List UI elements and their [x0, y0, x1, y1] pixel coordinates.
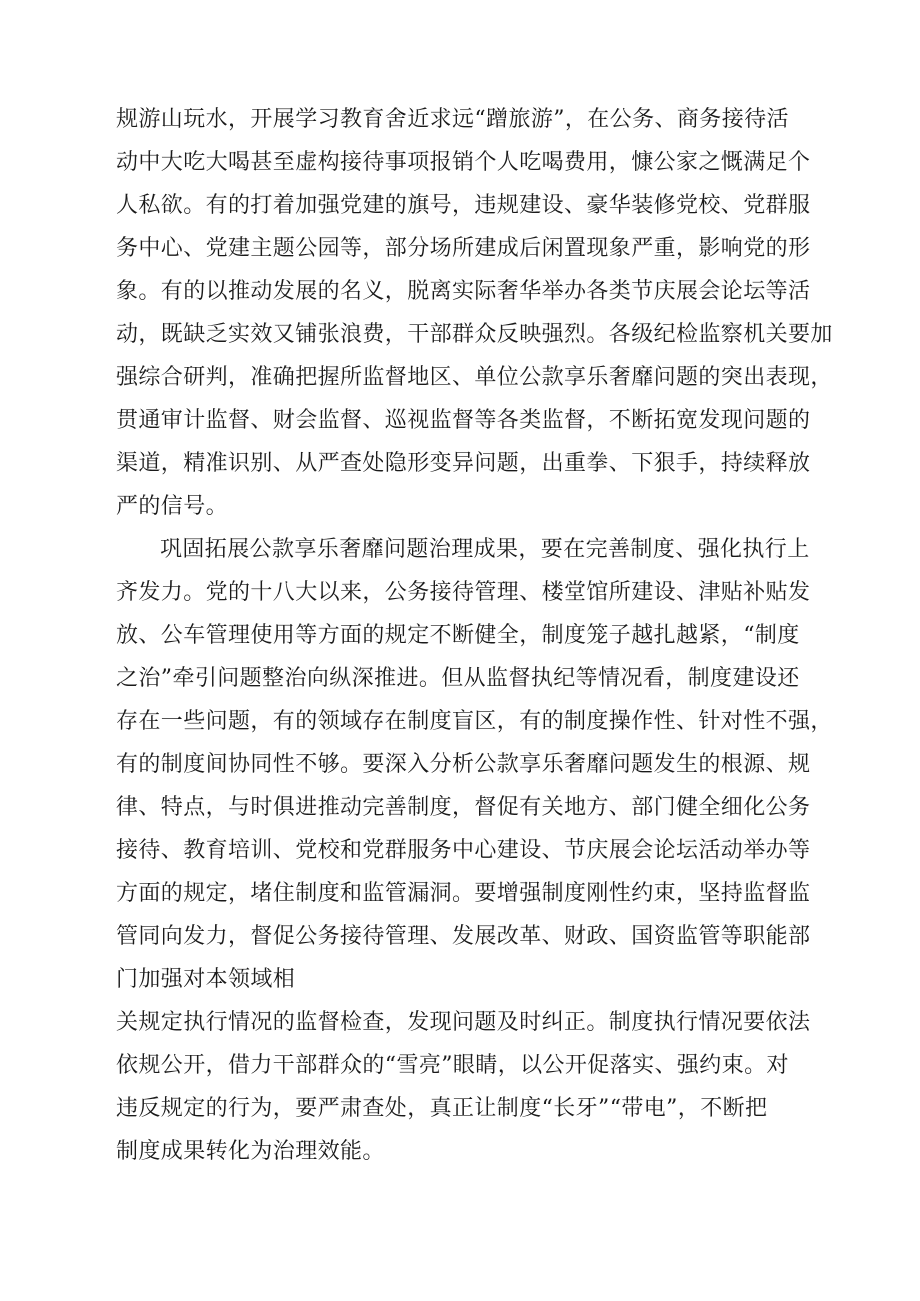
text-line: 门加强对本领域相 [116, 967, 296, 992]
text-line: 动中大吃大喝甚至虚构接待事项报销个人吃喝费用，慷公家之慨满足个 [116, 150, 811, 175]
text-line: 齐发力。党的十八大以来，公务接待管理、楼堂馆所建设、津贴补贴发 [116, 580, 811, 605]
text-line: 有的制度间协同性不够。要深入分析公款享乐奢靡问题发生的根源、规 [116, 752, 811, 777]
text-line: 存在一些问题，有的领域存在制度盲区，有的制度操作性、针对性不强， [116, 709, 833, 734]
text-line: 渠道，精准识别、从严查处隐形变异问题，出重拳、下狠手，持续释放 [116, 451, 811, 476]
text-line: 之治”牵引问题整治向纵深推进。但从监督执纪等情况看，制度建设还 [116, 666, 800, 691]
text-line: 接待、教育培训、党校和党群服务中心建设、节庆展会论坛活动举办等 [116, 838, 811, 863]
text-line: 制度成果转化为治理效能。 [116, 1139, 385, 1164]
text-line: 规游山玩水，开展学习教育舍近求远“蹭旅游”，在公务、商务接待活 [116, 107, 789, 132]
text-line: 依规公开，借力干部群众的“雪亮”眼睛，以公开促落实、强约束。对 [116, 1053, 789, 1078]
text-line: 放、公车管理使用等方面的规定不断健全，制度笼子越扎越紧，“制度 [116, 623, 800, 648]
text-line: 象。有的以推动发展的名义，脱离实际奢华举办各类节庆展会论坛等活 [116, 279, 811, 304]
text-line: 动，既缺乏实效又铺张浪费，干部群众反映强烈。各级纪检监察机关要加 [116, 322, 833, 347]
text-line: 律、特点，与时俱进推动完善制度，督促有关地方、部门健全细化公务 [116, 795, 811, 820]
paragraph-first-line: 巩固拓展公款享乐奢靡问题治理成果，要在完善制度、强化执行上 [160, 537, 810, 562]
text-line: 关规定执行情况的监督检查，发现问题及时纠正。制度执行情况要依法 [116, 1010, 811, 1035]
text-line: 严的信号。 [116, 494, 229, 519]
text-line: 管同向发力，督促公务接待管理、发展改革、财政、国资监管等职能部 [116, 924, 811, 949]
text-line: 贯通审计监督、财会监督、巡视监督等各类监督，不断拓宽发现问题的 [116, 408, 811, 433]
text-line: 违反规定的行为，要严肃查处，真正让制度“长牙”“带电”，不断把 [116, 1096, 768, 1121]
text-line: 强综合研判，准确把握所监督地区、单位公款享乐奢靡问题的突出表现， [116, 365, 833, 390]
text-line: 方面的规定，堵住制度和监管漏洞。要增强制度刚性约束，坚持监督监 [116, 881, 811, 906]
text-line: 人私欲。有的打着加强党建的旗号，违规建设、豪华装修党校、党群服 [116, 193, 811, 218]
text-line: 务中心、党建主题公园等，部分场所建成后闲置现象严重，影响党的形 [116, 236, 811, 261]
